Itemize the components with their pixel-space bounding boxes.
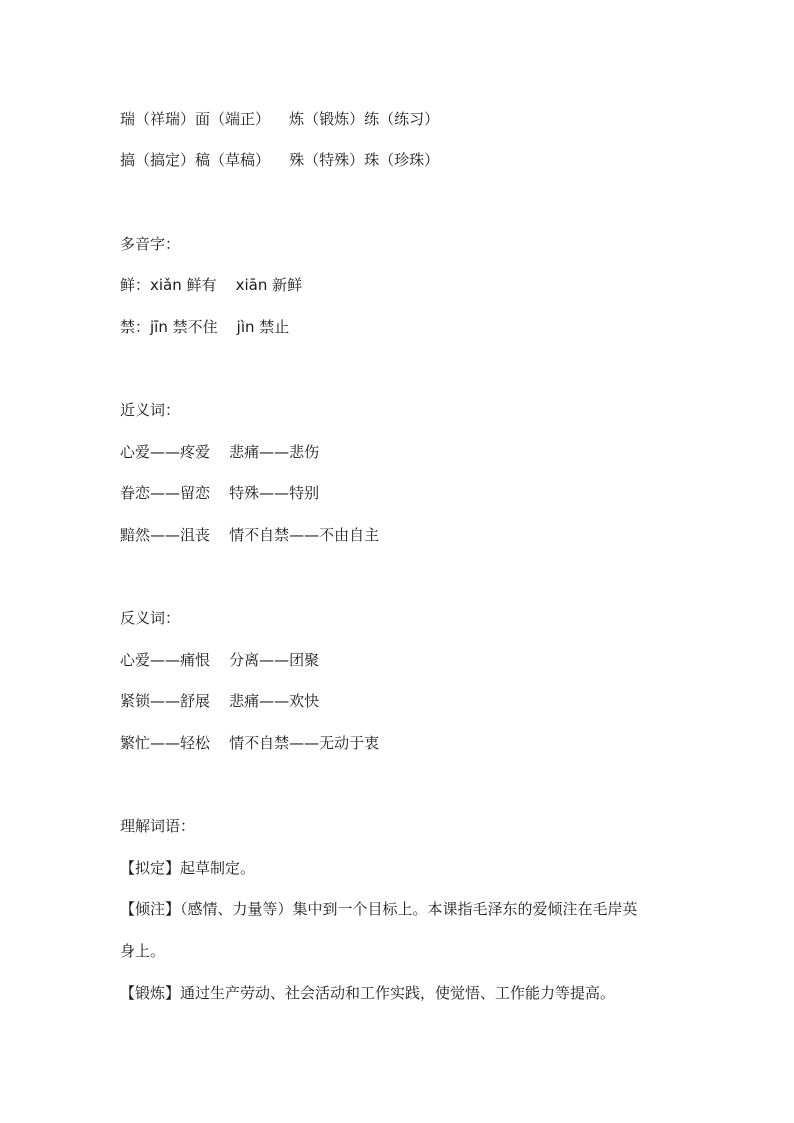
synonym-line-3: 黯然——沮丧 情不自禁——不由自主 [120, 526, 380, 544]
vocabulary-item-qingzhu-continued: 身上。 [120, 942, 166, 960]
synonym-heading: 近义词： [120, 401, 181, 419]
antonym-line-3: 繁忙——轻松 情不自禁——无动于衷 [120, 734, 380, 752]
vocabulary-item-duanlian: 【锻炼】通过生产劳动、社会活动和工作实践，使觉悟、工作能力等提高。 [120, 984, 616, 1002]
polyphone-line-2: 禁：jīn 禁不住 jìn 禁止 [120, 318, 290, 336]
vocabulary-heading: 理解词语： [120, 817, 196, 835]
synonym-line-2: 眷恋——留恋 特殊——特别 [120, 484, 320, 502]
polyphone-line-1: 鲜：xiǎn 鲜有 xiān 新鲜 [120, 276, 303, 294]
synonym-line-1: 心爱——疼爱 悲痛——悲伤 [120, 443, 320, 461]
homophone-line-1: 瑞（祥瑞）面（端正） 炼（锻炼）练（练习） [120, 110, 440, 128]
homophone-line-2: 搞（搞定）稿（草稿） 殊（特殊）珠（珍珠） [120, 151, 440, 169]
polyphone-heading: 多音字： [120, 235, 181, 253]
antonym-heading: 反义词： [120, 609, 181, 627]
vocabulary-item-niding: 【拟定】起草制定。 [120, 859, 256, 877]
antonym-line-1: 心爱——痛恨 分离——团聚 [120, 651, 320, 669]
antonym-line-2: 紧锁——舒展 悲痛——欢快 [120, 692, 320, 710]
vocabulary-item-qingzhu: 【倾注】（感情、力量等）集中到一个目标上。本课指毛泽东的爱倾注在毛岸英 [120, 900, 638, 918]
